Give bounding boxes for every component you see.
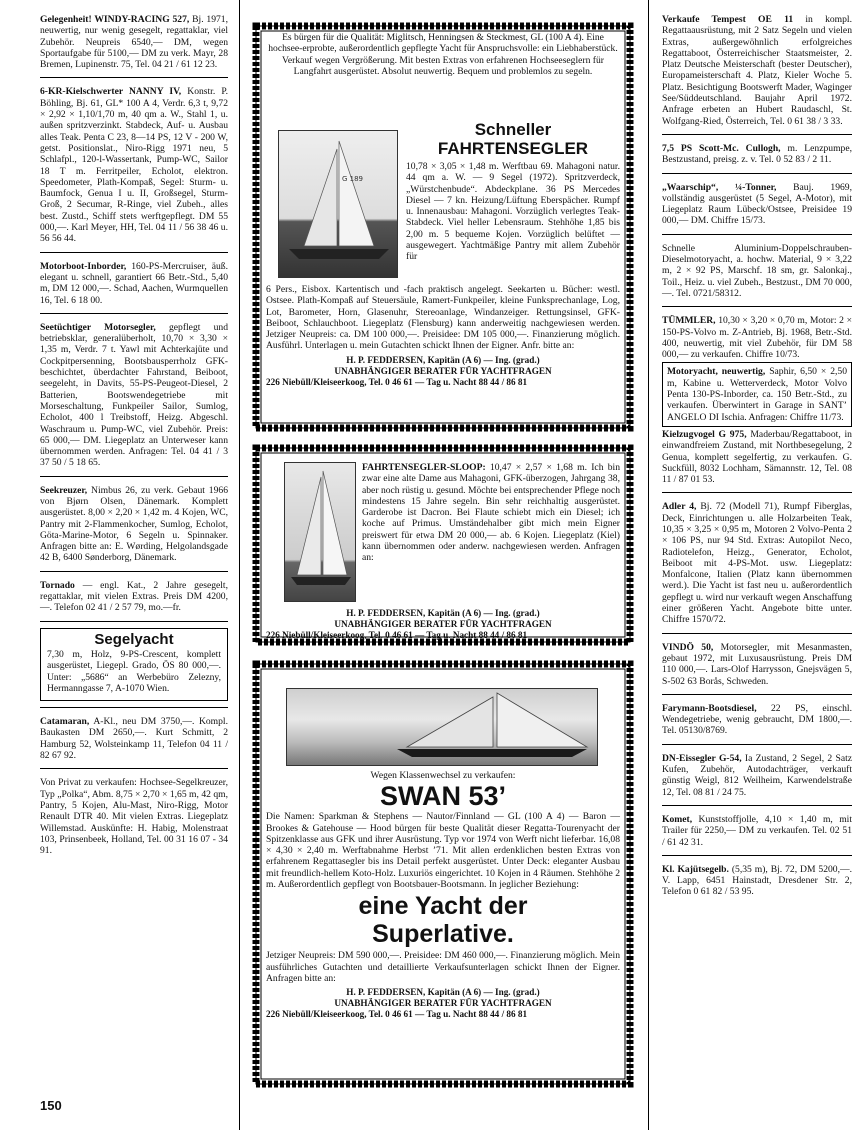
ad-slogan: Superlative. [372,920,514,949]
signature-title: UNABHÄNGIGER BERATER FÜR YACHTFRAGEN [334,619,552,629]
classified-ad: Motorboot-Inborder, 160-PS-Mercruiser, äuß. elegant u. schnell, garantiert 66 Betr.-Std., 5,40 m, DM 12 000,—. Schad, Aachen, Wurmquellen 16, Tel. 6 18 00. [40,260,228,306]
swan-yacht-photo [286,688,598,766]
ad-separator [40,707,228,708]
column-divider-right [648,0,649,1130]
sloop-photo [284,462,356,602]
boxed-ad: Motoryacht, neuwertig, Saphir, 6,50 × 2,50 m, Kabine u. Wetterverdeck, Motor Volvo Penta 130-PS-Inborder, ca. 150 Betr.-Std., zu verkaufen. Überwintert in Garage in SANT’ ANGELO DI Ischia. Anfragen: Chiffre 11/73. [662,362,852,426]
page-number: 150 [40,1098,62,1113]
sailboat-icon [279,131,398,278]
signature-title: UNABHÄNGIGER BERATER FÜR YACHTFRAGEN [334,365,552,376]
ad-separator [662,492,852,493]
classified-ad: Gelegenheit! WINDY-RACING 527, Bj. 1971, neuwertig, nur wenig gesegelt, regattaklar, viel Zubehör. Neupreis 6540,— DM, wegen Sportaufgabe für 5100,— DM zu verk. Mayr, 28 Bremen, Lupinenstr. 75, Tel. 04 21 / 61 12 23. [40,14,228,71]
ad-separator [662,633,852,634]
ad-separator [40,768,228,769]
rope-border-frame [250,20,636,434]
rope-border-frame [250,658,636,1090]
sailboat-icon [285,463,356,602]
classified-ad: 7,5 PS Scott-Mc. Cullogh, m. Lenzpumpe, Bestzustand, preisg. z. v. Tel. 0 52 83 / 2 11. [662,142,852,166]
classified-ad: Komet, Kunststoffjolle, 4,10 × 1,40 m, mit Trailer für 2250,— DM zu verkaufen. Tel. 02 51 / 61 42 31. [662,813,853,848]
ad-title: FAHRTENSEGLER-SLOOP: [362,462,486,473]
boxed-ad: Segelyacht 7,30 m, Holz, 9-PS-Crescent, komplett ausgerüstet, Liegepl. Grado, ÖS 80 000,—. Unter: „5686“ an Werbebüro Zelezny, Hermanngasse 7, A-1070 Wien. [40,628,228,701]
classified-ad: Kielzugvogel G 975, Maderbau/Regattaboot, in einwandfreiem Zustand, mit Northbesegelung, 2 Genua, komplett segelfertig, zu verkaufen. G. Suckfüll, 8032 Lochham, Sämannstr. 12, Tel. 08 11 / 87 01 53. [662,428,852,486]
ad-separator [662,234,852,235]
classified-ad: Seetüchtiger Motorsegler, gepflegt und betriebsklar, generalüberholt, 10,70 × 3,30 × 1,35 m, Verdr. 7 t. Yawl mit Achterkajüte und Cockpitpersenning, Bootsbausperrholz GFK-beschichtet, überdachter Fahrstand, Beiboot, seegeleht, in Davits, 55-PS-Peugeot-Diesel, 2 Batterien, Bootswendegetriebe mit Morseschaltung, Funkpeiler Sailor, Sumlog, Echolot, 400 l Treibstoff, Heizg. Abgeschl. Waschraum u. Pump-WC, viel Zubehör. Preis: 65 000,— DM. Liegeplatz an Unterweser kann übernommen werden. Anfragen: Tel. 04 41 / 3 37 50 / 5 18 65. [40,321,228,469]
ad-separator [40,621,228,622]
ad-slogan: eine Yacht der [358,892,528,921]
ad-separator [662,694,852,695]
ad-title: FAHRTENSEGLER [437,139,589,158]
classified-ad: 6-KR-Kielschwerter NANNY IV, Konstr. P. Böhling, Bj. 61, GL* 100 A 4, Verdr. 6,3 t, 9,72 × 2,92 × 1,10/1,70 m, 40 qm a. W., Stahl 1, u. außen spritzverzinkt. Stabdeck, Auf- u. Ausbau alles Teak. Penta C 23, 8—14 PS, 12 V - 200 W, getst. Positionslat., Niro-Rigg 1971 neu, 5 Schlafpl., 120-l-Wassertank, Pump-WC, Sailor 18 T m. Ferritpeiler, Echolot, elektron. Speedometer, Plath-Kompaß, Segel: Sturm- u. Baumfock, Genua I u. II, Großsegel, Sturm-Groß, 2 Secumar, R-Ringe, viel Zubeh., alles best. Zustd., Schiff stets werftgepflegt. DM 55 000,—. Karl Meyer, HH, Tel. 04 11 / 56 38 46 u. 56 56 44. [40,86,228,245]
ad-body: 10,47 × 2,57 × 1,68 m. Ich bin zwar eine alte Dame aus Mahagoni, GFK-überzogen, Jahrgang 38, aber noch rüstig u. gesund. Möchte bei entsprechender Pflege noch mindestens 15 Jahre segeln. Bin sehr reichhaltig ausgerüstet. Garderobe ist Dacron. Bei Flaute schiebt mich ein Diesel; ich koche auf Primus. Umständehalber gibt mich mein Eigner preiswert für etwa DM 20 000,— ab. 6 Kojen. Liegeplatz (Kiel) kann übernommen oder anderw. nachgewiesen werden. Anfragen an: [362,462,620,564]
ad-separator [40,571,228,572]
classified-ad: Von Privat zu verkaufen: Hochsee-Segelkreuzer, Typ „Polka“, Abm. 8,75 × 2,70 × 1,65 m, 42 qm, Pantry, 5 Kojen, Alu-Mast, Niro-Rigg, Motor Renault DTR 40. Mit vielen Extras. Liegeplatz Willemstad. Auskünfte: H. Habig, Molenstraat 103, Prinsenbeek, Holland, Tel. 00 31 16 07 - 34 91. [40,777,228,857]
signature-name: H. P. FEDDERSEN, Kapitän (A 6) — Ing. (grad.) [346,608,540,618]
ad-separator [662,134,852,135]
classified-ad: Farymann-Bootsdiesel, 22 PS, einschl. Wendegetriebe, wenig gebraucht, DM 1800,—. Tel. 05130/8769. [662,702,852,737]
middle-column [250,14,636,1114]
signature-address: 226 Niebüll/Kleiseerkoog, Tel. 0 46 61 — Tag u. Nacht 88 44 / 86 81 [266,376,528,387]
boxed-ad-title: Segelyacht [94,630,174,648]
classified-ad: Catamaran, A-Kl., neu DM 3750,—. Kompl. Baukasten DM 2650,—. Kurt Schmitt, 2 Hamburg 52, Wolsteinkamp 11, Telefon 04 11 / 82 67 92. [40,716,228,762]
sailboat-photo [278,130,398,278]
signature-address: 226 Niebüll/Kleiseerkoog, Tel. 0 46 61 — Tag u. Nacht 88 44 / 86 81 [266,630,528,640]
ad-title: SWAN 53’ [379,781,507,812]
ad-intro: Es bürgen für die Qualität: Miglitsch, Henningsen & Steckmest, GL (100 A 4). Eine hochsee-erprobte, außerordentlich gepflegte Yacht für Anspruchsvolle: ein Liebhaberstück. Verkauf wegen Vergrößerung. Mit besten Extras von erfahrenen Hochseeseglern für Langfahrt ausgerüstet. Absolut neuwertig. Bequem und problemlos zu segeln. [268,32,618,77]
classified-ad: Adler 4, Bj. 72 (Modell 71), Rumpf Fiberglas, Deck, Einrichtungen u. alle Holzarbeiten Teak, 10,35 × 3,25 × 0,95 m, Motoren 2 Volvo-Penta 2 × 106 PS, nur 94 Std. Extras: Autopilot Neco, Radiotelefon, Heizg., Generator, Echolot, Beiboot mit 4-PS-Mot. usw. Liegeplatz: Monfalcone, Italien (Platz kann übernommen werd.). Die Yacht ist fast neu u. außerordentlich gepflegt u. wird nur verkauft wegen Anschaffung einer größeren Yacht. Angebote bitte unter. Chiffre 1570/72. [662,501,852,626]
ad-body: Jetziger Neupreis: DM 590 000,—. Preisidee: DM 460 000,—. Finanzierung möglich. Mein ausführliches Gutachten und detaillierte Verkaufsunterlagen schickt Ihnen der Eigner. Anfragen bitte an: [266,950,620,984]
ad-specs: 10,78 × 3,05 × 1,48 m. Werftbau 69. Mahagoni natur. 44 qm a. W. — 9 Segel (1972). Spritzverdeck, „Würstchenbude“. Abdeckplane. 36 PS Mercedes Diesel — 7 kn. Heizung/Lüftung Eberspächer. Rumpf u. Innenausbau: Mahagoni. Vorzüglich verlegtes Teak-Stabdeck. Viel heller Lebensraum. Stehhöhe 1,85 bis 2,00 m. 5 bequeme Kojen. Vorzüglich belüftet — ausgewegert. Yachtmäßige Pantry mit allem Zubehör für [406,161,620,263]
classified-ad: TÜMMLER, 10,30 × 3,20 × 0,70 m, Motor: 2 × 150-PS-Volvo m. Z-Antrieb, Bj. 1968, Betr.-Std. 400, neuwertig, mit viel Zubehör, für DM 58 000,— zu verkaufen. Chiffre 10/73. [662,315,852,361]
classified-ad: Seekreuzer, Nimbus 26, zu verk. Gebaut 1966 von Bjørn Olsen, Dänemark. Komplett ausgerüstet. 8,00 × 2,20 × 1,42 m. 4 Kojen, WC, Pantry mit 2-Flammenkocher, Sumlog, Echolot, Göta-Marine-Motor, 6 Segeln u. Spinnaker. Anfragen bitte an: E. Wørding, Helgolandsgade 42 B, 6400 Sønderborg, Dänemark. [40,484,228,564]
sail-number: G 189 [342,175,364,183]
ad-separator [40,77,228,78]
ad-separator [662,744,852,745]
ad-separator [662,805,852,806]
signature-name: H. P. FEDDERSEN, Kapitän (A 6) — Ing. (grad.) [346,987,540,998]
classified-ad: Verkaufe Tempest OE 11 in kompl. Regattaausrüstung, mit 2 Satz Segeln und vielen Extras, außergewöhnlich erfolgreiches Regattaboot, Österreichischer Staatsmeister, 2. Platz Deutsche Meisterschaft (bester Deutscher), Europameisterschaft 4. Platz, Kieler Woche 5. Platz. Besichtigung Bootswerft Mader, Waginger See/Süddeutschland. Baujahr April 1972. Anfrage erbeten an Hubert Raudaschl, St. Wolfgang-Ried, Österreich, Tel. 0 61 38 / 3 33. [662,14,852,127]
ad-separator [662,173,852,174]
ad-title: Schneller [474,120,552,139]
classified-ad: VINDÖ 50, Motorsegler, mit Mesanmasten, gebaut 1972, mit Luxusausrüstung. Preis DM 110 000,—. Lars-Olof Harrysson, Gnejsvägen 5, S-502 63 Borås, Schweden. [662,641,852,687]
right-column [662,14,852,898]
ad-separator [662,855,852,856]
signature-name: H. P. FEDDERSEN, Kapitän (A 6) — Ing. (grad.) [346,354,540,365]
rope-border-frame [250,442,636,648]
classified-ad: DN-Eissegler G-54, Ia Zustand, 2 Segel, 2 Satz Kufen, Zubehör, Autodachträger, verkauft günstig Weigl, 812 Weilheim, Karwendelstraße 12, Tel. 08 81 / 24 75. [662,752,853,798]
ad-body: Die Namen: Sparkman & Stephens — Nautor/Finnland — GL (100 A 4) — Baron — Brookes & Gatehouse — Hood bürgen für beste Qualität dieser Regatta-Tourenyacht der Spitzenklasse aus GFK und ihrer Ausrüstung. Typ vor 1974 von Werft nicht lieferbar. 16,08 × 4,30 × 2,40 m. Werftabnahme Herbst ’71. Mit allen erdenklichen besten Extras von erfahrenem Regattasegler bis ins Detail perfekt ausgerüstet. Unter Deck: eleganter Ausbau mit freundlich-hellem Koto-Holz. Luxuriös eingerichtet. 10 Kojen in 4 Räumen. Stehhöhe 2 m. Außerordentlich gepflegt von Bootsbauer-Bootsmann. In jeglicher Beziehung: [266,811,620,891]
classified-ad: Schnelle Aluminium-Doppelschrauben-Dieselmotoryacht, a. hochw. Material, 9 × 3,22 m, 2 × 92 PS, Marschf. 18 sm, gr. Salonkaj., Toil., Heiz. u. viel Zubeh., Bestzust., DM 70 000,—. Tel. 0721/58312. [662,242,852,299]
classified-ad: Tornado — engl. Kat., 2 Jahre gesegelt, regattaklar, mit vielen Extras. Preis DM 4200,—. Telefon 02 41 / 2 57 79, mo.—fr. [40,579,228,614]
ad-separator [40,476,228,477]
ad-caption: Wegen Klassenwechsel zu verkaufen: [370,770,516,781]
signature-title: UNABHÄNGIGER BERATER FÜR YACHTFRAGEN [334,998,552,1009]
signature-address: 226 Niebüll/Kleiseerkoog, Tel. 0 46 61 — Tag u. Nacht 88 44 / 86 81 [266,1009,528,1020]
column-divider-left [239,0,240,1130]
classified-ad: Kl. Kajütsegelb. (5,35 m), Bj. 72, DM 5200,—. V. Lapp, 6451 Hainstadt, Dresdener Str. 2, Telefon 0 61 82 / 53 95. [662,863,852,898]
ad-separator [40,313,228,314]
classified-ad: „Waarschip“, ¼-Tonner, Bauj. 1969, vollständig ausgerüstet (5 Segel, A-Motor), mit Liegeplatz Raum Lübeck/Ostsee, Preisidee 19 000,— DM. Chiffre 15/73. [662,181,852,227]
ad-body: 6 Pers., Eisbox. Kartentisch und -fach praktisch angelegt. Seekarten u. Bücher: westl. Ostsee. Plath-Kompaß auf Steuersäule, Ramert-Funkpeiler, kleine Funksprechanlage, Log, Lot, Barometer, Horn, Glasenuhr, Stereoanlage, Windanzeiger. Rettungsinsel, GFK-Beiboot, Schlauchboot. Liegeplatz (Flensburg) kann anderweitig nachgewiesen werden. Jetziger Neupreis: ca. DM 100 000,—. Preisidee: DM 105 000,—. Finanzierung möglich. Ausführl. Unterlagen u. mein Gutachten schickt Ihnen der Eigner. Anfr. bitte an: [266,284,620,352]
ad-separator [40,252,228,253]
ad-separator [662,306,852,307]
sailboat-icon [287,689,598,766]
left-column [40,14,228,856]
